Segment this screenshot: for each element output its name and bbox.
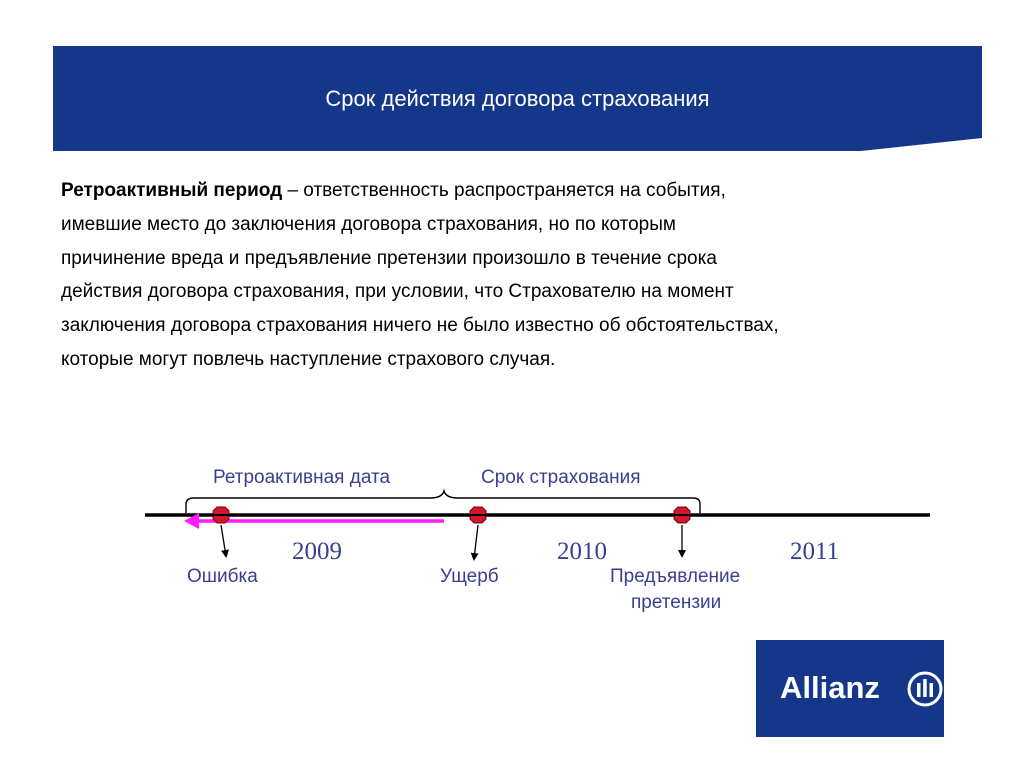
damage-marker — [470, 507, 486, 523]
error-event-label: Ошибка — [187, 566, 258, 587]
year-2011: 2011 — [790, 538, 840, 565]
allianz-logo — [756, 640, 944, 737]
allianz-eagle-icon — [906, 670, 944, 708]
damage-event-label: Ущерб — [440, 566, 499, 587]
slide-title: Срок действия договора страхования — [325, 86, 710, 111]
year-2010: 2010 — [557, 538, 607, 565]
logo-wordmark: Allianz — [780, 670, 880, 705]
definition-line-5: заключения договора страхования ничего не было известно об обстоятельствах, — [61, 315, 779, 337]
retro-brace — [186, 491, 700, 513]
definition-line-6: которые могут повлечь наступление страхового случая. — [61, 348, 556, 370]
claim-event-label-line-1: Предъявление — [610, 566, 741, 587]
definition-line-4: действия договора страхования, при условии, что Страхователю на момент — [61, 281, 734, 303]
claim-event-label-line-2: претензии — [631, 592, 722, 613]
coverage-period-label: Срок страхования — [481, 467, 641, 488]
error-marker — [213, 507, 229, 523]
definition-line-1-rest: – ответственность распространяется на события, — [282, 180, 726, 201]
year-2009: 2009 — [292, 538, 342, 565]
damage-pointer-arrow — [474, 525, 478, 559]
retroactive-date-label: Ретроактивная дата — [213, 467, 391, 488]
definition-line-2: имевшие место до заключения договора страхования, но по которым — [61, 213, 676, 235]
error-pointer-arrow — [221, 525, 226, 556]
definition-line-3: причинение вреда и предъявление претензии произошло в течение срока — [61, 247, 717, 269]
claim-marker — [674, 507, 690, 523]
definition-term: Ретроактивный период — [61, 180, 283, 201]
